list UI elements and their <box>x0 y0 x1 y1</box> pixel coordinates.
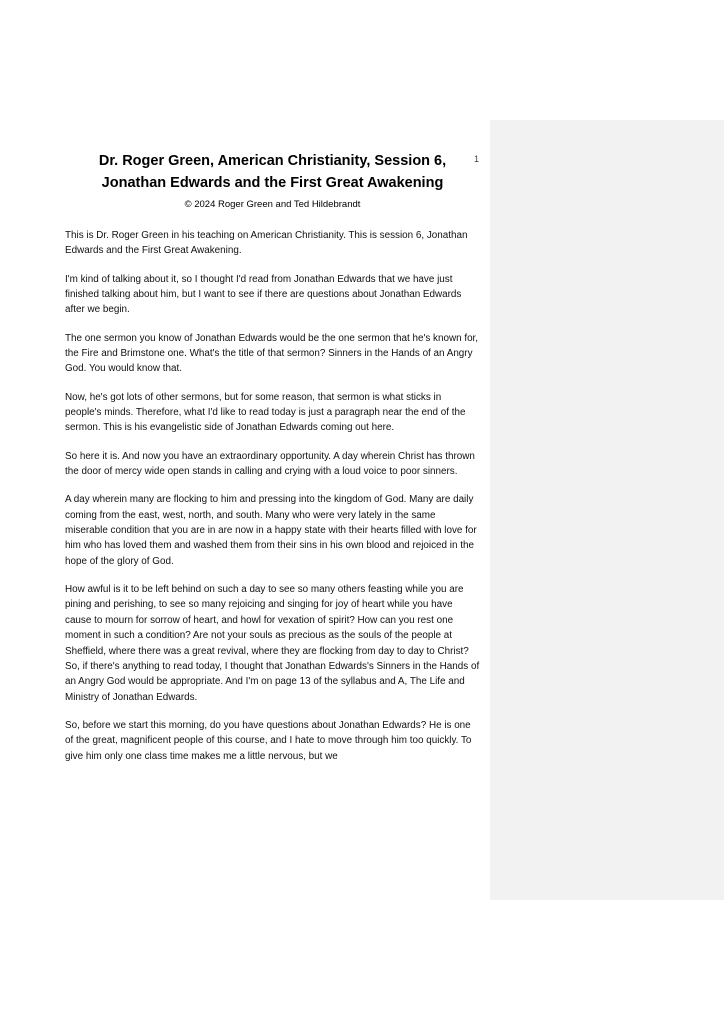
body-paragraph: I'm kind of talking about it, so I thought I'd read from Jonathan Edwards that we have just finished talking about him, but I want to see if there are questions about Jonathan Edwards after we begin. <box>65 273 462 316</box>
page-marker: 1 <box>474 154 480 164</box>
page-title: Dr. Roger Green, American Christianity, Session 6, Jonathan Edwards and the First Great Awakening <box>98 153 447 192</box>
copyright-line: © 2024 Roger Green and Ted Hildebrandt <box>184 198 361 210</box>
body-paragraph: Now, he's got lots of other sermons, but for some reason, that sermon is what sticks in people's minds. Therefore, what I'd like to read today is just a paragraph near the end of the sermon. This is his evangelistic side of Jonathan Edwards coming out here. <box>65 391 466 434</box>
right-side-panel <box>490 120 724 900</box>
body-paragraph: A day wherein many are flocking to him and pressing into the kingdom of God. Many are daily coming from the east, west, north, and south. Many who were very lately in the same miserable condition that you are in are now in a happy state with their hearts filled with love for him who has loved them and washed them from their sins in his own blood and rejoiced in the hope of the glory of God. <box>65 494 477 567</box>
body-paragraph: So here it is. And now you have an extraordinary opportunity. A day wherein Christ has thrown the door of mercy wide open stands in calling and crying with a loud voice to poor sinners. <box>65 450 475 478</box>
body-paragraph: So, before we start this morning, do you have questions about Jonathan Edwards? He is one of the great, magnificent people of this course, and I hate to move through him too quickly. To give him only one class time makes me a little nervous, but we <box>65 719 472 762</box>
body-paragraph: The one sermon you know of Jonathan Edwards would be the one sermon that he's known for, the Fire and Brimstone one. What's the title of that sermon? Sinners in the Hands of an Angry God. You would know that. <box>65 332 479 375</box>
body-paragraph: How awful is it to be left behind on such a day to see so many others feasting while you are pining and perishing, to see so many rejoicing and singing for joy of heart while you have cause to mourn for sorrow of heart, and howl for vexation of spirit? How can you rest one moment in such a condition? Are not your souls as precious as the souls of the people at Sheffield, where there was a great revival, where they are flocking from day to day to Christ? So, if there's anything to read today, I thought that Jonathan Edwards's Sinners in the Hands of an Angry God would be appropriate. And I'm on page 13 of the syllabus and A, The Life and Ministry of Jonathan Edwards. <box>65 584 480 703</box>
body-paragraph: This is Dr. Roger Green in his teaching on American Christianity. This is session 6, Jonathan Edwards and the First Great Awakening. <box>65 229 468 257</box>
document-content <box>65 150 480 777</box>
